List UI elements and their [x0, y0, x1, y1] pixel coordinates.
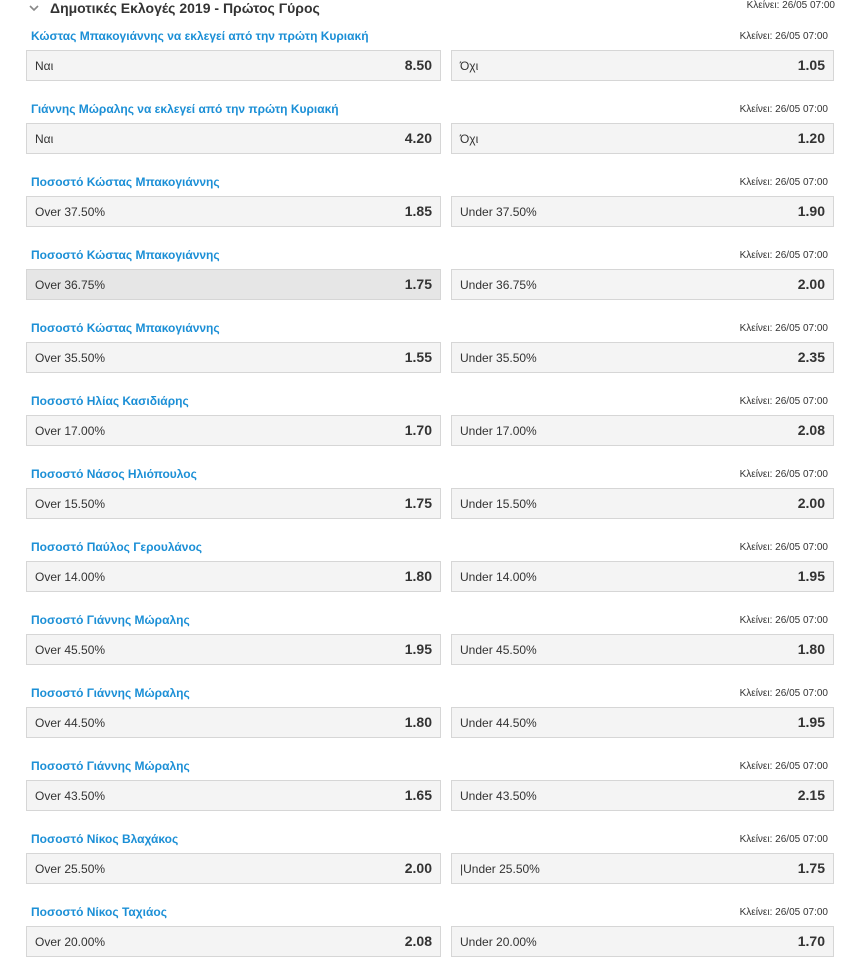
odds-label: Ναι	[35, 59, 54, 73]
odds-button-left[interactable]	[26, 269, 441, 300]
odds-value: 1.80	[404, 568, 432, 584]
odds-value: 1.70	[797, 933, 825, 949]
market-close-time: Κλείνει: 26/05 07:00	[739, 250, 828, 261]
odds-button-right[interactable]	[451, 196, 834, 227]
market-close-time: Κλείνει: 26/05 07:00	[739, 761, 828, 772]
market-title[interactable]: Ποσοστό Κώστας Μπακογιάννης	[31, 248, 220, 262]
odds-button-right[interactable]	[451, 926, 834, 957]
odds-value: 1.20	[797, 130, 825, 146]
odds-button-right[interactable]	[451, 707, 834, 738]
market-close-time: Κλείνει: 26/05 07:00	[739, 469, 828, 480]
odds-button-left[interactable]	[26, 342, 441, 373]
odds-label: Over 44.50%	[35, 716, 106, 730]
odds-button-right[interactable]	[451, 634, 834, 665]
odds-value: 2.00	[797, 276, 825, 292]
odds-button-left[interactable]	[26, 634, 441, 665]
odds-label: Under 35.50%	[460, 351, 537, 365]
market-row	[0, 321, 857, 394]
odds-label: Over 35.50%	[35, 351, 106, 365]
odds-value: 2.00	[404, 860, 432, 876]
market-close-time: Κλείνει: 26/05 07:00	[739, 177, 828, 188]
market-title[interactable]: Ποσοστό Νίκος Βλαχάκος	[31, 832, 179, 846]
market-title[interactable]: Ποσοστό Γιάννης Μώραλης	[31, 759, 190, 773]
odds-value: 1.80	[404, 714, 432, 730]
market-title[interactable]: Ποσοστό Γιάννης Μώραλης	[31, 613, 190, 627]
odds-button-right[interactable]	[451, 488, 834, 519]
market-row	[0, 467, 857, 540]
market-row	[0, 832, 857, 905]
market-close-time: Κλείνει: 26/05 07:00	[739, 396, 828, 407]
odds-label: Under 14.00%	[460, 570, 537, 584]
odds-label: Under 44.50%	[460, 716, 537, 730]
odds-button-right[interactable]	[451, 415, 834, 446]
odds-value: 1.75	[797, 860, 825, 876]
market-row	[0, 686, 857, 759]
market-close-time: Κλείνει: 26/05 07:00	[739, 615, 828, 626]
odds-value: 2.08	[404, 933, 432, 949]
market-title[interactable]: Γιάννης Μώραλης να εκλεγεί από την πρώτη Κυριακή	[31, 102, 339, 116]
odds-label: Under 36.75%	[460, 278, 537, 292]
odds-button-left[interactable]	[26, 488, 441, 519]
odds-value: 1.90	[797, 203, 825, 219]
market-row	[0, 175, 857, 248]
odds-button-left[interactable]	[26, 415, 441, 446]
odds-value: 1.55	[404, 349, 432, 365]
odds-value: 1.75	[404, 495, 432, 511]
odds-button-left[interactable]	[26, 123, 441, 154]
odds-label: |Under 25.50%	[460, 862, 540, 876]
odds-value: 2.15	[797, 787, 825, 803]
event-title: Δημοτικές Εκλογές 2019 - Πρώτος Γύρος	[50, 0, 320, 16]
market-title[interactable]: Ποσοστό Κώστας Μπακογιάννης	[31, 175, 220, 189]
market-row	[0, 905, 857, 978]
market-row	[0, 540, 857, 613]
event-close-time: Κλείνει: 26/05 07:00	[746, 0, 835, 11]
odds-value: 1.95	[404, 641, 432, 657]
odds-button-left[interactable]	[26, 780, 441, 811]
odds-label: Over 25.50%	[35, 862, 106, 876]
odds-label: Under 17.00%	[460, 424, 537, 438]
market-close-time: Κλείνει: 26/05 07:00	[739, 323, 828, 334]
odds-label: Over 37.50%	[35, 205, 106, 219]
odds-value: 1.65	[404, 787, 432, 803]
odds-button-right[interactable]	[451, 780, 834, 811]
odds-value: 2.00	[797, 495, 825, 511]
market-row	[0, 759, 857, 832]
odds-button-right[interactable]	[451, 50, 834, 81]
odds-button-right[interactable]	[451, 123, 834, 154]
market-title[interactable]: Ποσοστό Ηλίας Κασιδιάρης	[31, 394, 189, 408]
odds-label: Over 43.50%	[35, 789, 106, 803]
odds-button-left[interactable]	[26, 707, 441, 738]
market-row	[0, 394, 857, 467]
odds-button-left[interactable]	[26, 50, 441, 81]
odds-label: Under 43.50%	[460, 789, 537, 803]
odds-button-right[interactable]	[451, 342, 834, 373]
odds-value: 1.70	[404, 422, 432, 438]
odds-label: Over 17.00%	[35, 424, 106, 438]
market-title[interactable]: Κώστας Μπακογιάννης να εκλεγεί από την πρώτη Κυριακή	[31, 29, 369, 43]
odds-label: Over 15.50%	[35, 497, 106, 511]
market-close-time: Κλείνει: 26/05 07:00	[739, 104, 828, 115]
odds-button-left[interactable]	[26, 561, 441, 592]
market-close-time: Κλείνει: 26/05 07:00	[739, 907, 828, 918]
odds-button-right[interactable]	[451, 853, 834, 884]
market-close-time: Κλείνει: 26/05 07:00	[739, 542, 828, 553]
odds-value: 2.08	[797, 422, 825, 438]
chevron-down-icon[interactable]	[27, 1, 41, 15]
market-title[interactable]: Ποσοστό Κώστας Μπακογιάννης	[31, 321, 220, 335]
odds-button-right[interactable]	[451, 561, 834, 592]
market-close-time: Κλείνει: 26/05 07:00	[739, 31, 828, 42]
market-title[interactable]: Ποσοστό Γιάννης Μώραλης	[31, 686, 190, 700]
market-title[interactable]: Ποσοστό Παύλος Γερουλάνος	[31, 540, 203, 554]
odds-label: Under 15.50%	[460, 497, 537, 511]
odds-value: 1.95	[797, 714, 825, 730]
market-close-time: Κλείνει: 26/05 07:00	[739, 834, 828, 845]
odds-button-left[interactable]	[26, 196, 441, 227]
odds-value: 1.80	[797, 641, 825, 657]
odds-value: 8.50	[404, 57, 432, 73]
odds-value: 1.75	[404, 276, 432, 292]
odds-label: Over 36.75%	[35, 278, 106, 292]
odds-label: Under 45.50%	[460, 643, 537, 657]
odds-button-left[interactable]	[26, 926, 441, 957]
odds-button-left[interactable]	[26, 853, 441, 884]
odds-value: 2.35	[797, 349, 825, 365]
odds-button-right[interactable]	[451, 269, 834, 300]
market-close-time: Κλείνει: 26/05 07:00	[739, 688, 828, 699]
odds-label: Under 20.00%	[460, 935, 537, 949]
odds-label: Over 20.00%	[35, 935, 106, 949]
market-title[interactable]: Ποσοστό Νίκος Ταχιάος	[31, 905, 167, 919]
odds-label: Ναι	[35, 132, 54, 146]
market-title[interactable]: Ποσοστό Νάσος Ηλιόπουλος	[31, 467, 197, 481]
market-row	[0, 102, 857, 175]
odds-label: Over 45.50%	[35, 643, 106, 657]
odds-value: 1.05	[797, 57, 825, 73]
odds-label: Under 37.50%	[460, 205, 537, 219]
odds-value: 1.95	[797, 568, 825, 584]
odds-value: 1.85	[404, 203, 432, 219]
market-row	[0, 613, 857, 686]
event-header[interactable]	[0, 0, 857, 22]
odds-value: 4.20	[404, 130, 432, 146]
odds-label: Όχι	[460, 59, 479, 73]
market-row	[0, 248, 857, 321]
odds-label: Over 14.00%	[35, 570, 106, 584]
market-row	[0, 29, 857, 102]
odds-label: Όχι	[460, 132, 479, 146]
